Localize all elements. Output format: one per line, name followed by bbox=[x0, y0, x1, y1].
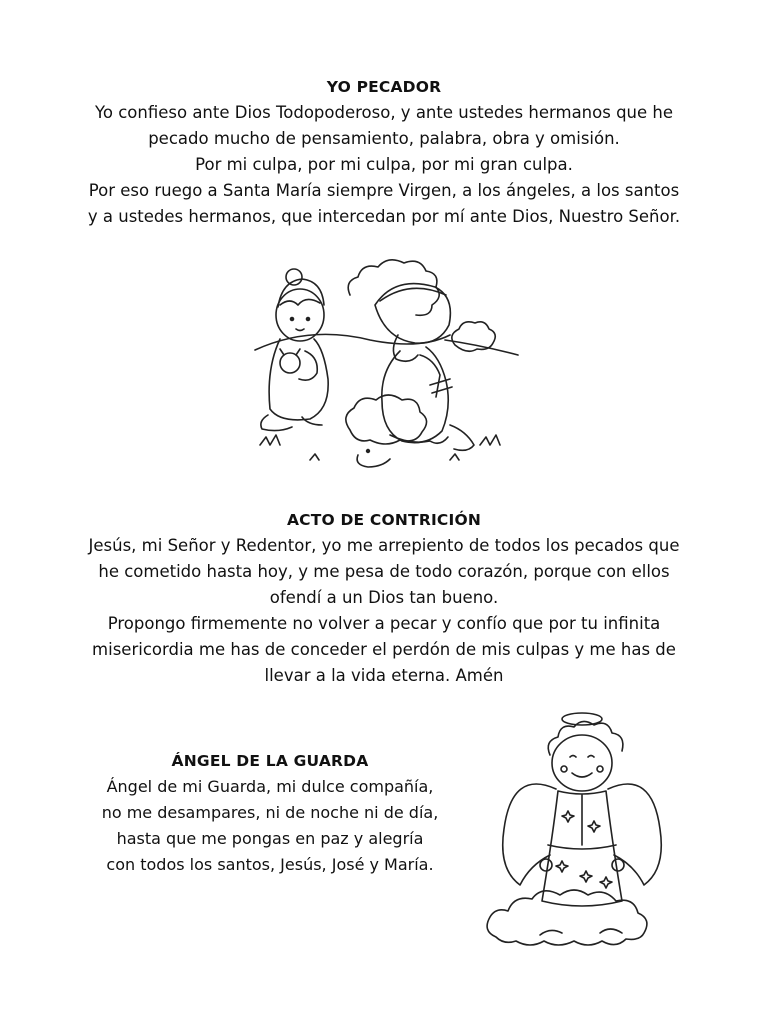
boy-figure bbox=[375, 284, 474, 451]
prayer-line: pecado mucho de pensamiento, palabra, obra y omisión. bbox=[148, 129, 620, 148]
prayer-line: Jesús, mi Señor y Redentor, yo me arrepiento de todos los pecados que bbox=[88, 536, 680, 555]
lamb-figure bbox=[346, 395, 427, 467]
prayer-line: Ángel de mi Guarda, mi dulce compañía, bbox=[106, 777, 434, 796]
section-title-acto-contricion: ACTO DE CONTRICIÓN bbox=[286, 511, 482, 529]
section-yo-pecador bbox=[0, 76, 768, 230]
prayer-line: Propongo firmemente no volver a pecar y confío que por tu infinita bbox=[107, 614, 661, 633]
prayer-line: ofendí a un Dios tan bueno. bbox=[269, 588, 499, 607]
prayer-line: misericordia me has de conceder el perdón de mis culpas y me has de bbox=[92, 640, 676, 659]
prayer-line: con todos los santos, Jesús, José y María. bbox=[106, 855, 434, 874]
section-acto-contricion bbox=[0, 509, 768, 689]
girl-figure bbox=[261, 269, 328, 431]
section-angel-guarda bbox=[70, 750, 470, 878]
section-title-yo-pecador: YO PECADOR bbox=[326, 78, 442, 96]
praying-children-illustration bbox=[250, 255, 520, 475]
guardian-angel-illustration bbox=[480, 705, 690, 955]
prayer-line: hasta que me pongas en paz y alegría bbox=[116, 829, 424, 848]
prayer-line: Por mi culpa, por mi culpa, por mi gran culpa. bbox=[195, 155, 573, 174]
section-title-angel-guarda: ÁNGEL DE LA GUARDA bbox=[171, 752, 369, 770]
prayer-line: Yo confieso ante Dios Todopoderoso, y ante ustedes hermanos que he bbox=[94, 103, 674, 122]
prayer-line: he cometido hasta hoy, y me pesa de todo corazón, porque con ellos bbox=[98, 562, 670, 581]
prayer-line: y a ustedes hermanos, que intercedan por mí ante Dios, Nuestro Señor. bbox=[87, 207, 681, 226]
prayer-line: no me desampares, ni de noche ni de día, bbox=[101, 803, 439, 822]
prayer-line: llevar a la vida eterna. Amén bbox=[264, 666, 504, 685]
prayer-line: Por eso ruego a Santa María siempre Virgen, a los ángeles, a los santos bbox=[88, 181, 680, 200]
